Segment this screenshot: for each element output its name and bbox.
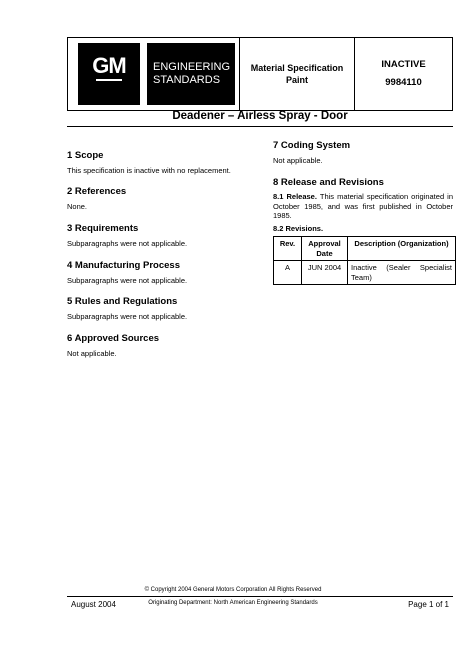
title-rule xyxy=(67,126,453,127)
section-body: None. xyxy=(67,202,88,211)
section-body: Not applicable. xyxy=(67,349,117,358)
table-header-row xyxy=(274,237,456,261)
section-heading: 8 Release and Revisions xyxy=(273,177,384,188)
status-cell xyxy=(355,38,452,110)
section-heading: 2 References xyxy=(67,186,127,197)
spec-type-line-2: Paint xyxy=(285,75,308,85)
footer-rule xyxy=(67,596,453,597)
footer-date: August 2004 xyxy=(71,600,116,609)
section-heading: 5 Rules and Regulations xyxy=(67,296,178,307)
section-body: Subparagraphs were not applicable. xyxy=(67,276,188,285)
copyright-notice: © Copyright 2004 General Motors Corporation All Rights Reserved xyxy=(144,587,322,593)
document-title: Deadener – Airless Spray - Door xyxy=(172,110,348,122)
section-heading: 3 Requirements xyxy=(67,223,139,234)
column-header: Rev. xyxy=(274,237,302,261)
release-text: This material specification originated in October 1985, and was first published in October 1985. xyxy=(273,192,454,220)
table-cell: Inactive (Sealer Specialist Team) xyxy=(348,261,456,285)
section-heading: 7 Coding System xyxy=(273,140,351,151)
gm-logo xyxy=(78,43,140,105)
section-body: Subparagraphs were not applicable. xyxy=(67,312,188,321)
spec-number: 9984110 xyxy=(385,77,422,88)
footer-department: Originating Department: North American Engineering Standards xyxy=(148,600,318,606)
column-header: Approval Date xyxy=(302,237,348,261)
status-label: INACTIVE xyxy=(381,59,426,70)
document-header xyxy=(67,37,453,111)
release-paragraph xyxy=(273,192,453,221)
standards-line-1: ENGINEERING xyxy=(153,61,231,73)
engineering-standards-block xyxy=(147,43,235,105)
spec-type-line-1: Material Specification xyxy=(250,63,344,73)
table-row xyxy=(274,261,456,285)
table-cell: A xyxy=(274,261,302,285)
section-heading: 1 Scope xyxy=(67,150,104,161)
section-heading: 6 Approved Sources xyxy=(67,333,160,344)
section-heading: 4 Manufacturing Process xyxy=(67,260,180,271)
gm-logo-underline xyxy=(96,79,122,81)
standards-line-2: STANDARDS xyxy=(153,74,221,86)
column-header: Description (Organization) xyxy=(348,237,456,261)
release-label: 8.1 Release. xyxy=(273,192,317,201)
revisions-label: 8.2 Revisions. xyxy=(273,224,324,233)
footer-page-number: Page 1 of 1 xyxy=(408,600,449,609)
section-body: Subparagraphs were not applicable. xyxy=(67,239,188,248)
table-cell: JUN 2004 xyxy=(302,261,348,285)
spec-type-cell xyxy=(240,38,354,110)
revisions-table xyxy=(273,236,456,285)
gm-logo-text: GM xyxy=(92,53,126,78)
section-body: This specification is inactive with no replacement. xyxy=(67,166,231,175)
section-body: Not applicable. xyxy=(273,156,323,165)
